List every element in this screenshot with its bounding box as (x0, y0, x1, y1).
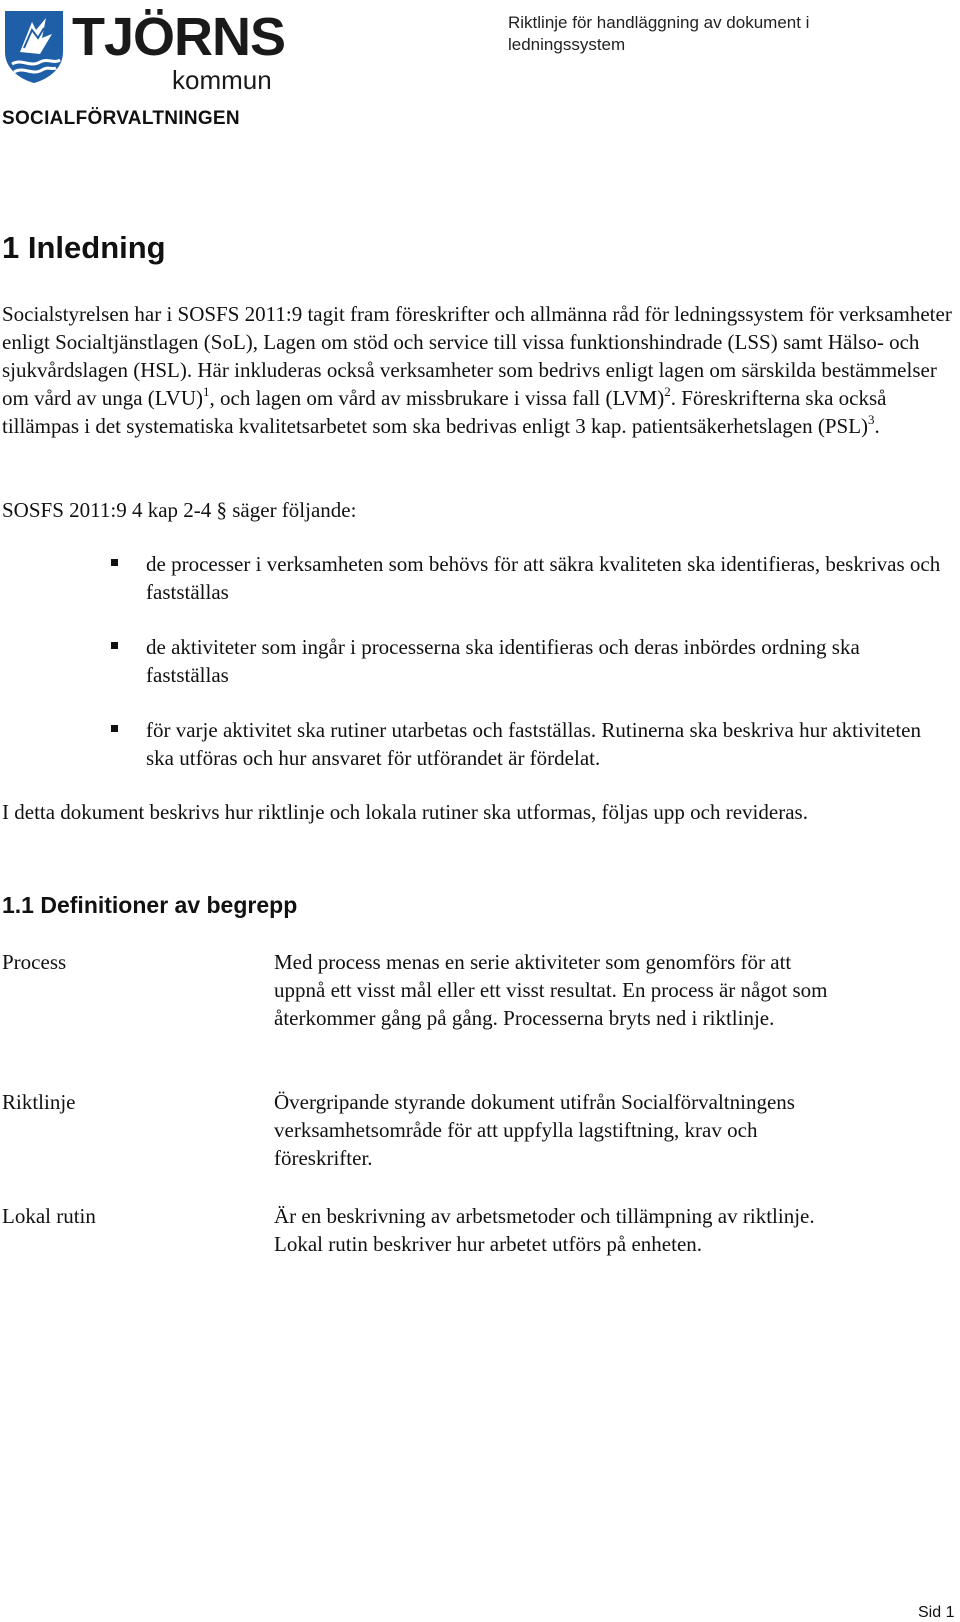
intro-text-part: , och lagen om vård av missbrukare i vissa fall (LVM) (209, 386, 665, 410)
municipality-logo (2, 7, 292, 95)
list-item-text: de aktiviteter som ingår i processerna ska identifieras och deras inbördes ordning ska fastställas (146, 635, 860, 687)
intro-text-part: . (874, 414, 880, 438)
section-heading: 1 Inledning (2, 230, 166, 265)
definition-text: Är en beskrivning av arbetsmetoder och tillämpning av riktlinje. Lokal rutin beskriver hur arbetet utförs på enheten. (274, 1204, 815, 1256)
coat-of-arms-icon (2, 8, 66, 84)
definition-term: Lokal rutin (2, 1204, 96, 1228)
bullet-icon (111, 725, 118, 732)
footnote-ref[interactable]: 3 (868, 412, 875, 427)
subsection-heading: 1.1 Definitioner av begrepp (2, 892, 298, 918)
list-item-text: de processer i verksamheten som behövs för att säkra kvaliteten ska identifieras, beskrivas och fastställas (146, 552, 941, 604)
intro-text-part: Socialstyrelsen har i SOSFS 2011:9 tagit fram föreskrifter och allmänna råd för ledningssystem för verksamheter enligt Socialtjänstlagen (SoL), Lagen om stöd och service till vissa funktionshindrade (LSS) samt Hälso- och sjukvårdslagen (HSL). Här inkluderas också verksamheter som bedrivs enligt lagen om särskilda bestämmelser om vård av unga (LVU) (2, 302, 952, 410)
sosfs-lead: SOSFS 2011:9 4 kap 2-4 § säger följande: (2, 498, 357, 522)
footnote-ref[interactable]: 1 (203, 384, 210, 399)
closing-paragraph: I detta dokument beskrivs hur riktlinje och lokala rutiner ska utformas, följas upp och revideras. (2, 800, 808, 824)
bullet-icon (111, 559, 118, 566)
footnote-ref[interactable]: 2 (664, 384, 671, 399)
bullet-icon (111, 642, 118, 649)
intro-paragraph (2, 300, 952, 440)
brand-subtitle: kommun (172, 65, 272, 95)
document-title: Riktlinje för handläggning av dokument i ledningssystem (508, 13, 810, 54)
definition-term: Riktlinje (2, 1090, 76, 1114)
page-number: Sid 1 (918, 1604, 955, 1621)
intro-text-part: . Föreskrifterna ska också tillämpas i det systematiska kvalitetsarbetet som ska bedrivas enligt 3 kap. patientsäkerhetslagen (PSL) (2, 386, 887, 438)
list-item-text: för varje aktivitet ska rutiner utarbetas och fastställas. Rutinerna ska beskriva hur aktiviteten ska utföras och hur ansvaret för utförandet är fördelat. (146, 718, 921, 770)
department-name: SOCIALFÖRVALTNINGEN (2, 108, 240, 129)
definition-term: Process (2, 950, 67, 974)
brand-name: TJÖRNS (72, 7, 286, 67)
definition-text: Med process menas en serie aktiviteter som genomförs för att uppnå ett visst mål eller ett visst resultat. En process är något som återkommer gång på gång. Processerna bryts ned i riktlinje. (274, 950, 828, 1030)
definition-text: Övergripande styrande dokument utifrån Socialförvaltningens verksamhetsområde för att uppfylla lagstiftning, krav och föreskrifter. (274, 1090, 795, 1170)
